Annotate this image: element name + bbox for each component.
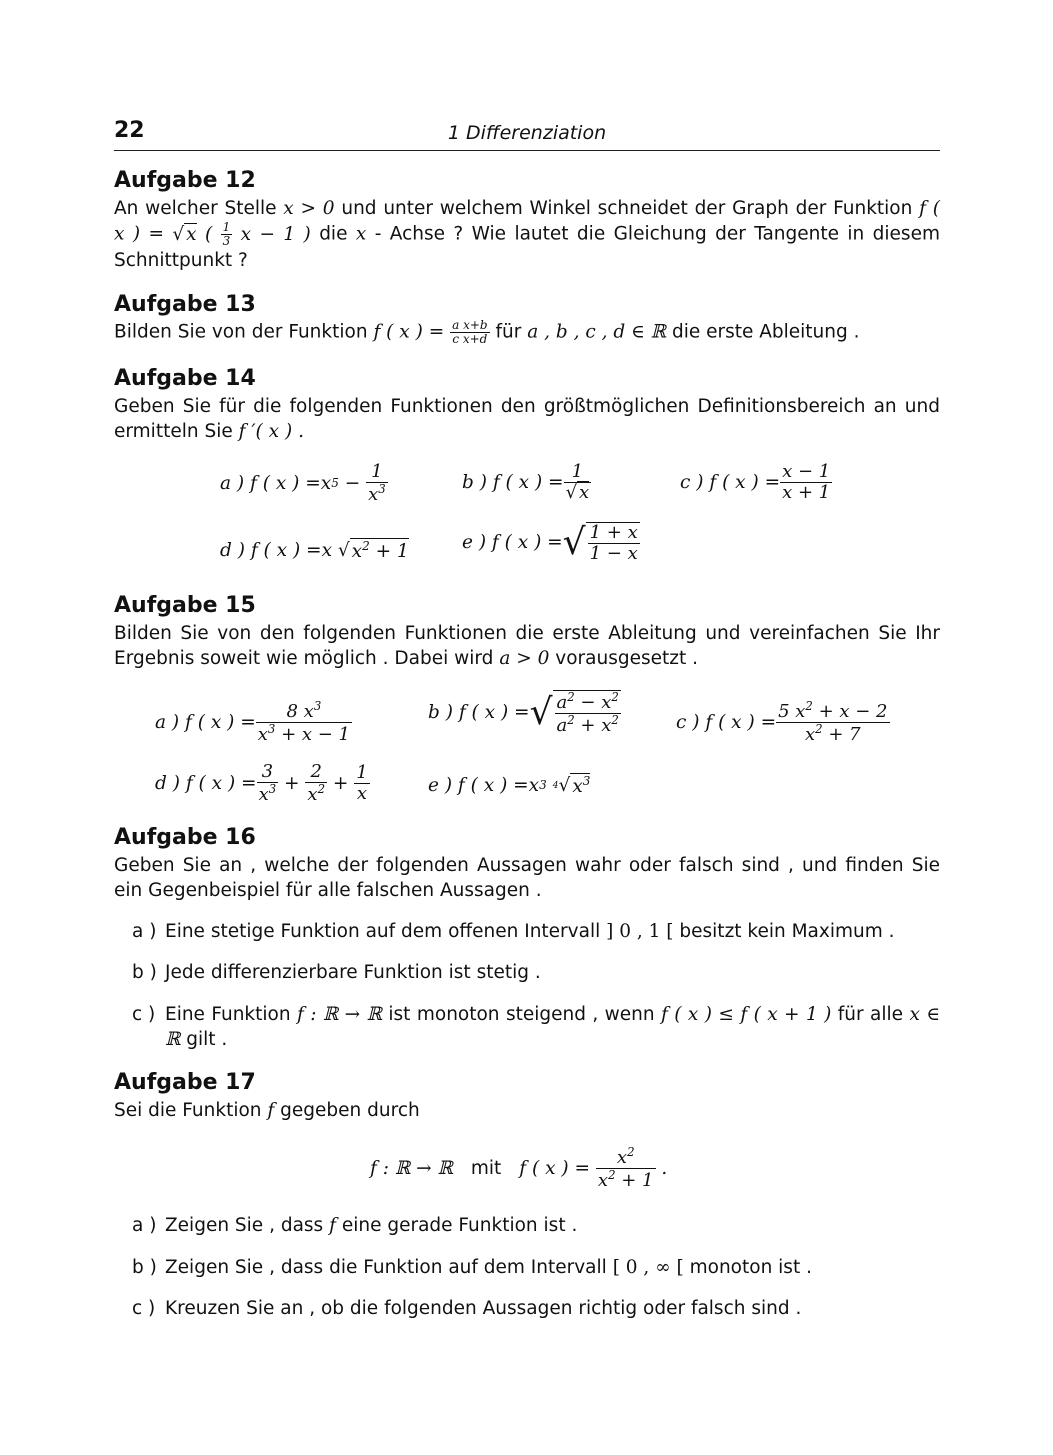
exercise-12-text: An welcher Stelle x > 0 und unter welchem Winkel schneidet der Graph der Funktion f ( x ) = √ x ( $\frac{1}{3}$ x − 1 ) die x - Achse ? Wie lautet die Gleichung der Tangente in diesem Schnittpunkt ? xyxy=(114,198,940,272)
ex14-formula-d: d ) f ( x ) = x √ $x^2 + 1$ xyxy=(220,539,409,563)
ex15-formula-c: c ) f ( x ) = $\frac{5 x^2 + x - 2}{x^2 + 7}$ xyxy=(676,699,888,745)
ex14-formula-e: e ) f ( x ) = √ $\frac{1 + x}{1 - x}$ xyxy=(462,521,638,564)
ex14-formula-c: c ) f ( x ) = $\frac{x - 1}{x + 1}$ xyxy=(680,461,831,503)
ex15-formula-d: d ) f ( x ) = $\frac{3}{x^3}$ + $\frac{2}{x^2}$ + $\frac{1}{x}$ xyxy=(155,761,368,805)
exercise-15-title: Aufgabe 15 xyxy=(114,593,256,618)
exercise-17-text: Sei die Funktion f gegeben durch xyxy=(114,1100,420,1121)
ex17-item-b: b ) Zeigen Sie , dass die Funktion auf dem Intervall [ 0 , ∞ [ monoton ist . xyxy=(132,1257,812,1278)
exercise-14-title: Aufgabe 14 xyxy=(114,366,256,391)
exercise-16-title: Aufgabe 16 xyxy=(114,825,256,850)
exercise-15-text: Bilden Sie von den folgenden Funktionen die erste Ableitung und vereinfachen Sie Ihr Ergebnis soweit wie möglich . Dabei wird a > 0 vorausgesetzt . xyxy=(114,623,940,669)
ex17-item-c: c ) Kreuzen Sie an , ob die folgenden Aussagen richtig oder falsch sind . xyxy=(132,1298,802,1319)
ex15-formula-e: e ) f ( x ) = x 3 4 √ $x^3$ xyxy=(428,774,591,798)
ex16-item-a: a ) Eine stetige Funktion auf dem offenen Intervall ] 0 , 1 [ besitzt kein Maximum . xyxy=(132,921,895,942)
ex14-formula-a: a ) f ( x ) = x 5 − $\frac{1}{x^3}$ xyxy=(220,461,386,505)
exercise-13-title: Aufgabe 13 xyxy=(114,292,256,317)
ex17-definition: f : ℝ → ℝ mit f ( x ) = $\frac{x^2}{x^2 + 1}$ . xyxy=(370,1145,668,1191)
ex14-formula-b: b ) f ( x ) = $\frac{1}{√ x}$ xyxy=(462,461,590,503)
page-header xyxy=(114,118,940,151)
ex15-formula-b: b ) f ( x ) = √ $\frac{a^2 - x^2}{a^2 + x^2}$ xyxy=(428,690,619,736)
ex16-item-c: c ) Eine Funktion f : ℝ → ℝ ist monoton steigend , wenn f ( x ) ≤ f ( x + 1 ) für alle x ∈ ℝ gilt . xyxy=(132,1004,941,1050)
page-number: 22 xyxy=(114,118,145,143)
ex15-formula-a: a ) f ( x ) = $\frac{8 x^3}{x^3 + x - 1}$ xyxy=(155,699,350,745)
exercise-16-text: Geben Sie an , welche der folgenden Aussagen wahr oder falsch sind , und finden Sie ein Gegenbeispiel für alle falschen Aussagen . xyxy=(114,855,940,901)
ex16-item-b: b ) Jede differenzierbare Funktion ist stetig . xyxy=(132,962,541,983)
chapter-title: 1 Differenziation xyxy=(447,122,607,144)
exercise-14-text: Geben Sie für die folgenden Funktionen den größtmöglichen Definitionsbereich an und ermitteln Sie f ′( x ) . xyxy=(114,396,940,442)
exercise-17-title: Aufgabe 17 xyxy=(114,1070,256,1095)
exercise-13-text: Bilden Sie von der Funktion f ( x ) = $\frac{\text{a x+b}}{\text{c x+d}}$ für a , b , c , d ∈ ℝ die erste Ableitung . xyxy=(114,318,860,347)
ex17-item-a: a ) Zeigen Sie , dass f eine gerade Funktion ist . xyxy=(132,1215,578,1236)
exercise-12-title: Aufgabe 12 xyxy=(114,168,256,193)
